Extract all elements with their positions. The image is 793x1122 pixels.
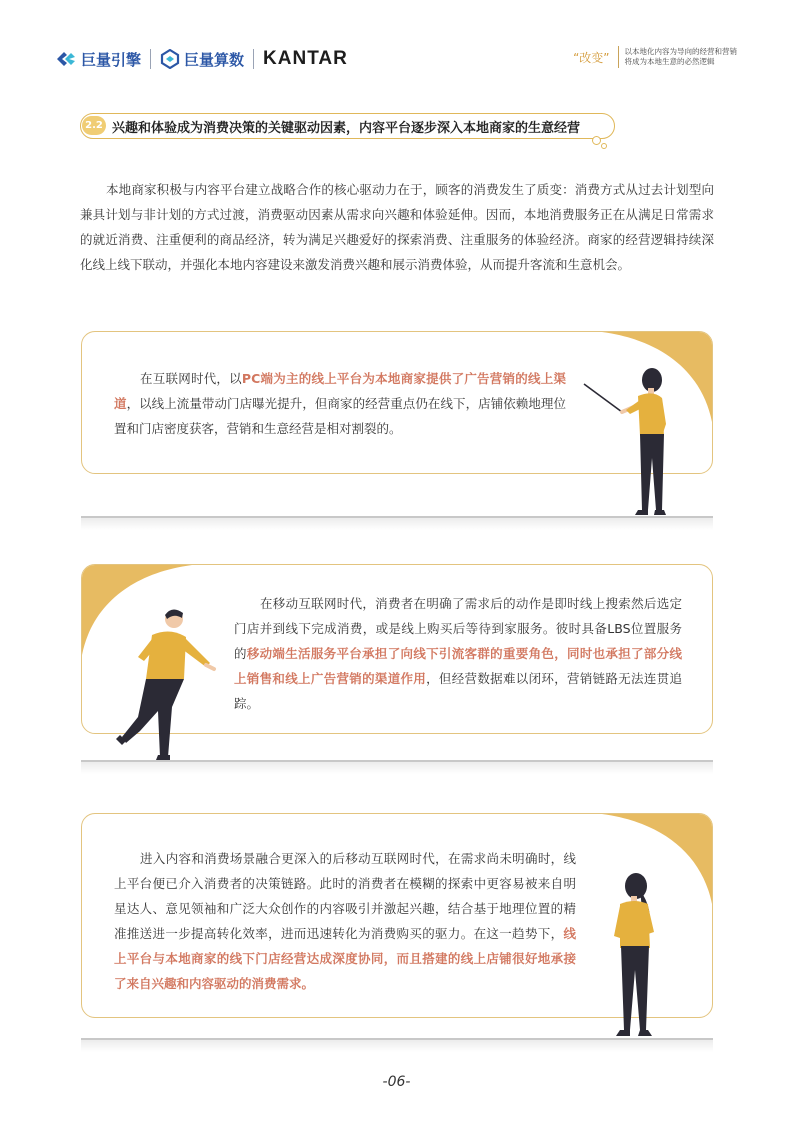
presenting-woman-illustration — [578, 366, 678, 518]
section-number-badge: 2.2 — [82, 116, 106, 135]
card-pc-text-lead: 在互联网时代，以 — [140, 371, 242, 386]
tagline-text — [625, 47, 738, 67]
card-content-text-lead: 进入内容和消费场景融合更深入的后移动互联网时代，在需求尚未明确时，线上平台便已介入消费者的决策链路。此时的消费者在模糊的探索中更容易被来自明星达人、意见领袖和广泛大众创作的内容吸引并激起兴趣，结合基于地理位置的精准推送进一步提高转化效率，进而迅速转化为消费购买的驱力。在这一趋势下， — [114, 851, 576, 941]
bubble-tail-dot — [592, 136, 601, 145]
shelf-shadow — [81, 518, 713, 530]
ocean-data-name: 巨量算数 — [184, 50, 245, 69]
tagline-divider — [618, 46, 619, 68]
tagline-line-1: 以本地化内容为导向的经营和营销 — [624, 47, 737, 56]
card-pc-text — [114, 366, 566, 441]
card-content-highlight: 线上平台与本地商家的线下门店经营达成深度协同，而且搭建的线上店铺很好地承接了来自兴趣和内容驱动的消费需求。 — [114, 926, 576, 991]
ocean-engine-logo — [55, 49, 141, 70]
card-mobile-text — [234, 591, 682, 716]
brand-logos — [55, 46, 348, 72]
standing-woman-illustration — [600, 870, 670, 1042]
card-mobile-text-lead: 在移动互联网时代，消费者在明确了需求后的动作是即时线上搜索然后选定门店并到线下完成消费，或是线上购买后等待到家服务。彼时具备LBS位置服务的 — [234, 596, 682, 661]
page-header — [0, 0, 793, 90]
logo-divider — [253, 49, 254, 69]
ocean-data-icon — [160, 49, 180, 69]
ocean-engine-icon — [55, 49, 77, 69]
intro-paragraph: 本地商家积极与内容平台建立战略合作的核心驱动力在于，顾客的消费发生了质变：消费方式从过去计划型向兼具计划与非计划的方式过渡，消费驱动因素从需求向兴趣和体验延伸。因而，本地消费服务正在从满足日常需求的就近消费、注重便利的商品经济，转为满足兴趣爱好的探索消费、注重服务的体验经济。商家的经营逻辑持续深化线上线下联动，并强化本地内容建设来激发消费兴趣和展示消费体验，从而提升客流和生意机会。 — [80, 182, 714, 272]
section-title: 兴趣和体验成为消费决策的关键驱动因素，内容平台逐步深入本地商家的生意经营 — [112, 121, 581, 136]
shelf-shadow — [81, 762, 713, 774]
card-pc-highlight: PC端为主的线上平台为本地商家提供了广告营销的线上渠道 — [114, 371, 566, 411]
card-content-text — [114, 846, 576, 996]
ocean-engine-name: 巨量引擎 — [81, 50, 142, 69]
card-pc-shelf — [81, 516, 713, 530]
ocean-data-logo — [160, 49, 244, 70]
kantar-logo: KANTAR — [263, 48, 348, 69]
header-tagline — [573, 46, 737, 68]
card-mobile-highlight: 移动端生活服务平台承担了向线下引流客群的重要角色，同时也承担了部分线上销售和线上广告营销的渠道作用 — [234, 646, 682, 686]
bubble-tail-dot-small — [601, 143, 607, 149]
card-pc-text-tail: ，以线上流量带动门店曝光提升，但商家的经营重点仍在线下，店铺依赖地理位置和门店密度获客，营销和生意经营是相对割裂的。 — [114, 396, 566, 436]
section-heading — [80, 113, 620, 141]
card-mobile-text-tail: ，但经营数据难以闭环，营销链路无法连贯追踪。 — [234, 671, 682, 711]
walking-man-illustration — [110, 607, 220, 763]
tagline-line-2: 将成为本地生意的必然逻辑 — [624, 57, 715, 66]
logo-divider — [150, 49, 151, 69]
page-number: -06- — [382, 1074, 411, 1090]
change-word: “改变” — [573, 50, 610, 65]
